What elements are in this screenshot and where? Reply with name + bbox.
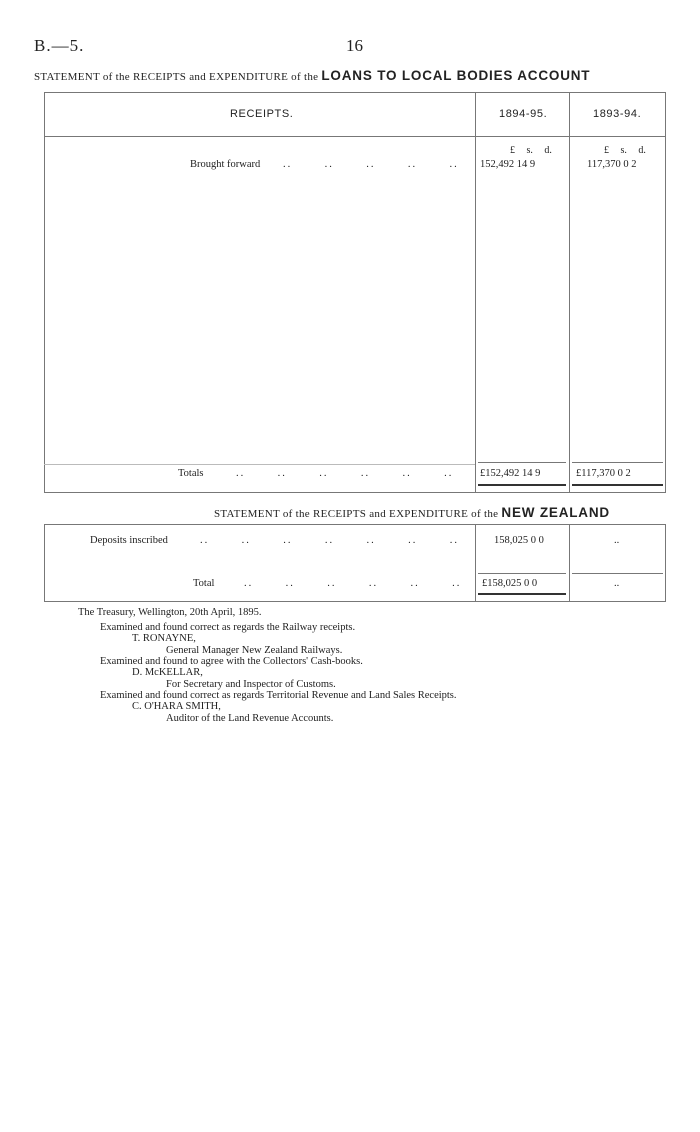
table1-divider-2 (569, 92, 570, 493)
signatory-mckellar: D. McKELLAR, (132, 667, 203, 678)
table2-bottom-border (44, 601, 666, 602)
signatory-ohara-smith: C. O'HARA SMITH, (132, 701, 221, 712)
column-header-1893-94: 1893-94. (593, 108, 642, 120)
treasury-date-line: The Treasury, Wellington, 20th April, 1895. (78, 607, 262, 618)
statement1-title-bold: LOANS TO LOCAL BODIES ACCOUNT (321, 68, 591, 83)
deposits-label: Deposits inscribed (90, 535, 168, 546)
table2-total-over (478, 573, 566, 574)
brought-forward-label: Brought forward (190, 159, 261, 170)
leader-dots: .. .. .. .. .. (283, 159, 459, 170)
brought-forward-1893-94: 117,370 0 2 (587, 159, 637, 170)
table2-divider-2 (569, 524, 570, 602)
totals-1894-95: £152,492 14 9 (480, 468, 541, 479)
column-header-receipts: RECEIPTS. (230, 108, 294, 120)
statement2-title-bold: NEW ZEALAND (501, 505, 610, 520)
total-1894-95: £158,025 0 0 (482, 578, 538, 589)
statement1-title-prefix: STATEMENT of the RECEIPTS and EXPENDITURE of the (34, 71, 319, 83)
statement1-title (34, 68, 590, 83)
leader-dots: .. .. .. .. .. .. .. (200, 535, 459, 546)
table1-bottom-border (44, 492, 666, 493)
table2-left-border (44, 524, 45, 602)
units-1894-95: £ s. d. (510, 145, 552, 156)
table1-header-rule (44, 136, 666, 137)
examined-railway-line: Examined and found correct as regards the Railway receipts. (100, 622, 356, 633)
deposits-1893-94: .. (614, 535, 620, 546)
totals-label: Totals (178, 468, 204, 479)
brought-forward-1894-95: 152,492 14 9 (480, 159, 536, 170)
table1-y2-total-under (572, 484, 663, 486)
table2-top-border (44, 524, 666, 525)
table1-top-border (44, 92, 666, 93)
table1-left-border (44, 92, 45, 493)
title-customs: For Secretary and Inspector of Customs. (166, 679, 336, 690)
table1-y1-total-over (478, 462, 566, 463)
table1-y1-total-under (478, 484, 566, 486)
table2-divider-1 (475, 524, 476, 602)
deposits-1894-95: 158,025 0 0 (494, 535, 544, 546)
total-label: Total (193, 578, 215, 589)
table2-right-border (665, 524, 666, 602)
column-header-1894-95: 1894-95. (499, 108, 548, 120)
examined-land-revenue-line: Examined and found correct as regards Territorial Revenue and Land Sales Receipts. (100, 690, 457, 701)
page-number: 16 (346, 36, 363, 55)
table1-y2-total-over (572, 462, 663, 463)
units-1893-94: £ s. d. (604, 145, 646, 156)
statement2-title (214, 505, 610, 520)
table2-total-under (478, 593, 566, 595)
leader-dots: .. .. .. .. .. .. (244, 578, 462, 589)
table1-right-border (665, 92, 666, 493)
title-auditor: Auditor of the Land Revenue Accounts. (166, 713, 334, 724)
total-1893-94: .. (614, 578, 620, 589)
leader-dots: .. .. .. .. .. .. (236, 468, 454, 479)
table2-y2-total-over (572, 573, 663, 574)
signatory-ronayne: T. RONAYNE, (132, 633, 196, 644)
totals-1893-94: £117,370 0 2 (576, 468, 631, 479)
title-general-manager: General Manager New Zealand Railways. (166, 645, 343, 656)
table1-totals-rule (44, 464, 475, 465)
table1-divider-1 (475, 92, 476, 493)
examined-cashbooks-line: Examined and found to agree with the Collectors' Cash-books. (100, 656, 363, 667)
statement2-title-prefix: STATEMENT of the RECEIPTS and EXPENDITURE of the (214, 508, 499, 520)
document-reference: B.—5. (34, 36, 85, 55)
